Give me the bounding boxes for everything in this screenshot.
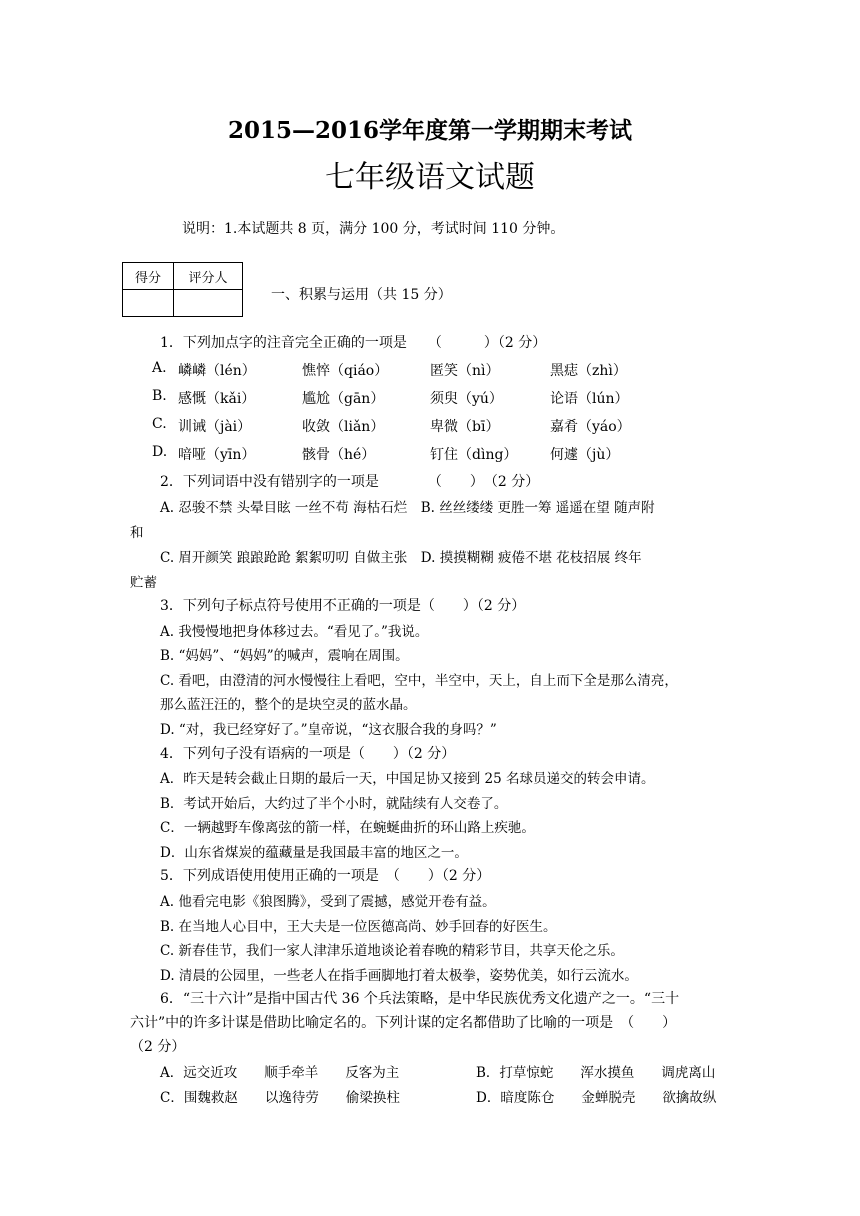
- q4-option-b: B．考试开始后，大约过了半个小时，就陆续有人交卷了。: [160, 796, 508, 812]
- q3-option-d: D. “对，我已经穿好了。”皇帝说，“这衣服合我的身吗？”: [160, 722, 497, 738]
- score-header: 得分: [123, 263, 174, 290]
- question-2-stem: 2．下列词语中没有错别字的一项是 （ ） （2 分）: [160, 474, 540, 490]
- q1-option-item: 何遽（jù）: [550, 447, 620, 463]
- score-table: [122, 262, 243, 317]
- q4-option-c: C．一辆越野车像离弦的箭一样，在蜿蜒曲折的环山路上疾驰。: [160, 820, 535, 836]
- q1-option-item: 钉住（dìng）: [430, 447, 518, 463]
- q3-option-b: B. “妈妈”、“妈妈”的喊声，震响在周围。: [160, 648, 409, 664]
- section-heading: 一、积累与运用（共 15 分）: [271, 287, 452, 303]
- q1-option-item: 嘉肴（yáo）: [550, 419, 631, 435]
- question-6-stem-line2: 六计”中的许多计谋是借助比喻定名的。下列计谋的定名都借助了比喻的一项是 （ ）: [130, 1015, 677, 1031]
- q1-option-item: 匿笑（nì）: [430, 363, 500, 379]
- q1-option-label: B.: [152, 388, 167, 404]
- q3-option-c-wrap: 那么蓝汪汪的，整个的是块空灵的蓝水晶。: [160, 697, 417, 713]
- q2-option-ab-wrap: 和: [130, 525, 144, 541]
- grader-cell[interactable]: [174, 290, 243, 317]
- q1-option-label: D.: [152, 444, 168, 460]
- q1-option-item: 憔悴（qiáo）: [302, 363, 389, 379]
- q3-option-a: A. 我慢慢地把身体移过去。“看见了。”我说。: [160, 624, 429, 640]
- exam-title: 2015—2016学年度第一学期期末考试: [227, 117, 633, 144]
- q1-option-item: 骸骨（hé）: [302, 447, 376, 463]
- exam-subtitle: 七年级语文试题: [325, 160, 535, 195]
- q2-option-cd: C. 眉开颜笑 踉踉跄跄 絮絮叨叨 自做主张 D. 摸摸糊糊 疲倦不堪 花枝招展 终年: [160, 550, 642, 566]
- q4-option-a: A．昨天是转会截止日期的最后一天，中国足协又接到 25 名球员递交的转会申请。: [160, 771, 655, 787]
- grader-header: 评分人: [174, 263, 243, 290]
- q1-option-item: 训诫（jài）: [178, 419, 252, 435]
- q1-option-item: 黑痣（zhì）: [550, 363, 627, 379]
- q1-option-item: 感慨（kǎi）: [178, 391, 256, 407]
- q6-option-b: B．打草惊蛇 浑水摸鱼 调虎离山: [476, 1065, 716, 1081]
- q1-option-item: 尴尬（gān）: [302, 391, 385, 407]
- q6-option-d: D．暗度陈仓 金蝉脱壳 欲擒故纵: [476, 1090, 717, 1106]
- q1-option-item: 论语（lún）: [550, 391, 629, 407]
- q5-option-c: C. 新春佳节，我们一家人津津乐道地谈论着春晚的精彩节目，共享天伦之乐。: [160, 943, 624, 959]
- q1-option-item: 须臾（yú）: [430, 391, 503, 407]
- q1-option-item: 嶙嶙（lén）: [178, 363, 256, 379]
- q6-option-a: A．远交近攻 顺手牵羊 反客为主: [160, 1065, 400, 1081]
- question-1-stem: 1．下列加点字的注音完全正确的一项是 （ ）（2 分）: [160, 335, 547, 351]
- q5-option-a: A. 他看完电影《狼图腾》，受到了震撼，感觉开卷有益。: [160, 894, 496, 910]
- q5-option-d: D. 清晨的公园里，一些老人在指手画脚地打着太极拳，姿势优美，如行云流水。: [160, 968, 638, 984]
- q2-option-cd-wrap: 贮蓄: [130, 575, 157, 591]
- q1-option-label: A.: [152, 360, 167, 376]
- question-6-stem-line1: 6．“三十六计”是指中国古代 36 个兵法策略，是中华民族优秀文化遗产之一。“三十: [160, 991, 680, 1007]
- q1-option-label: C.: [152, 416, 167, 432]
- q4-option-d: D．山东省煤炭的蕴藏量是我国最丰富的地区之一。: [160, 845, 468, 861]
- q1-option-item: 卑微（bī）: [430, 419, 500, 435]
- question-6-stem-line3: （2 分）: [130, 1039, 186, 1055]
- question-3-stem: 3．下列句子标点符号使用不正确的一项是（ ）（2 分）: [160, 598, 526, 614]
- q3-option-c: C. 看吧，由澄清的河水慢慢往上看吧，空中，半空中，天上，自上而下全是那么清亮，: [160, 673, 678, 689]
- q1-option-item: 收敛（liǎn）: [302, 419, 385, 435]
- q2-option-ab: A. 忍骏不禁 头晕目眩 一丝不苟 海枯石烂 B. 丝丝缕缕 更胜一筹 遥遥在望 随声附: [160, 500, 655, 516]
- question-5-stem: 5．下列成语使用使用正确的一项是 （ ）（2 分）: [160, 868, 491, 884]
- q1-option-item: 喑哑（yīn）: [178, 447, 256, 463]
- question-4-stem: 4．下列句子没有语病的一项是（ ）（2 分）: [160, 746, 456, 762]
- q6-option-c: C．围魏救赵 以逸待劳 偷梁换柱: [160, 1090, 400, 1106]
- q5-option-b: B. 在当地人心目中，王大夫是一位医德高尚、妙手回春的好医生。: [160, 919, 557, 935]
- score-cell[interactable]: [123, 290, 174, 317]
- exam-note: 说明：1.本试题共 8 页，满分 100 分，考试时间 110 分钟。: [182, 221, 565, 237]
